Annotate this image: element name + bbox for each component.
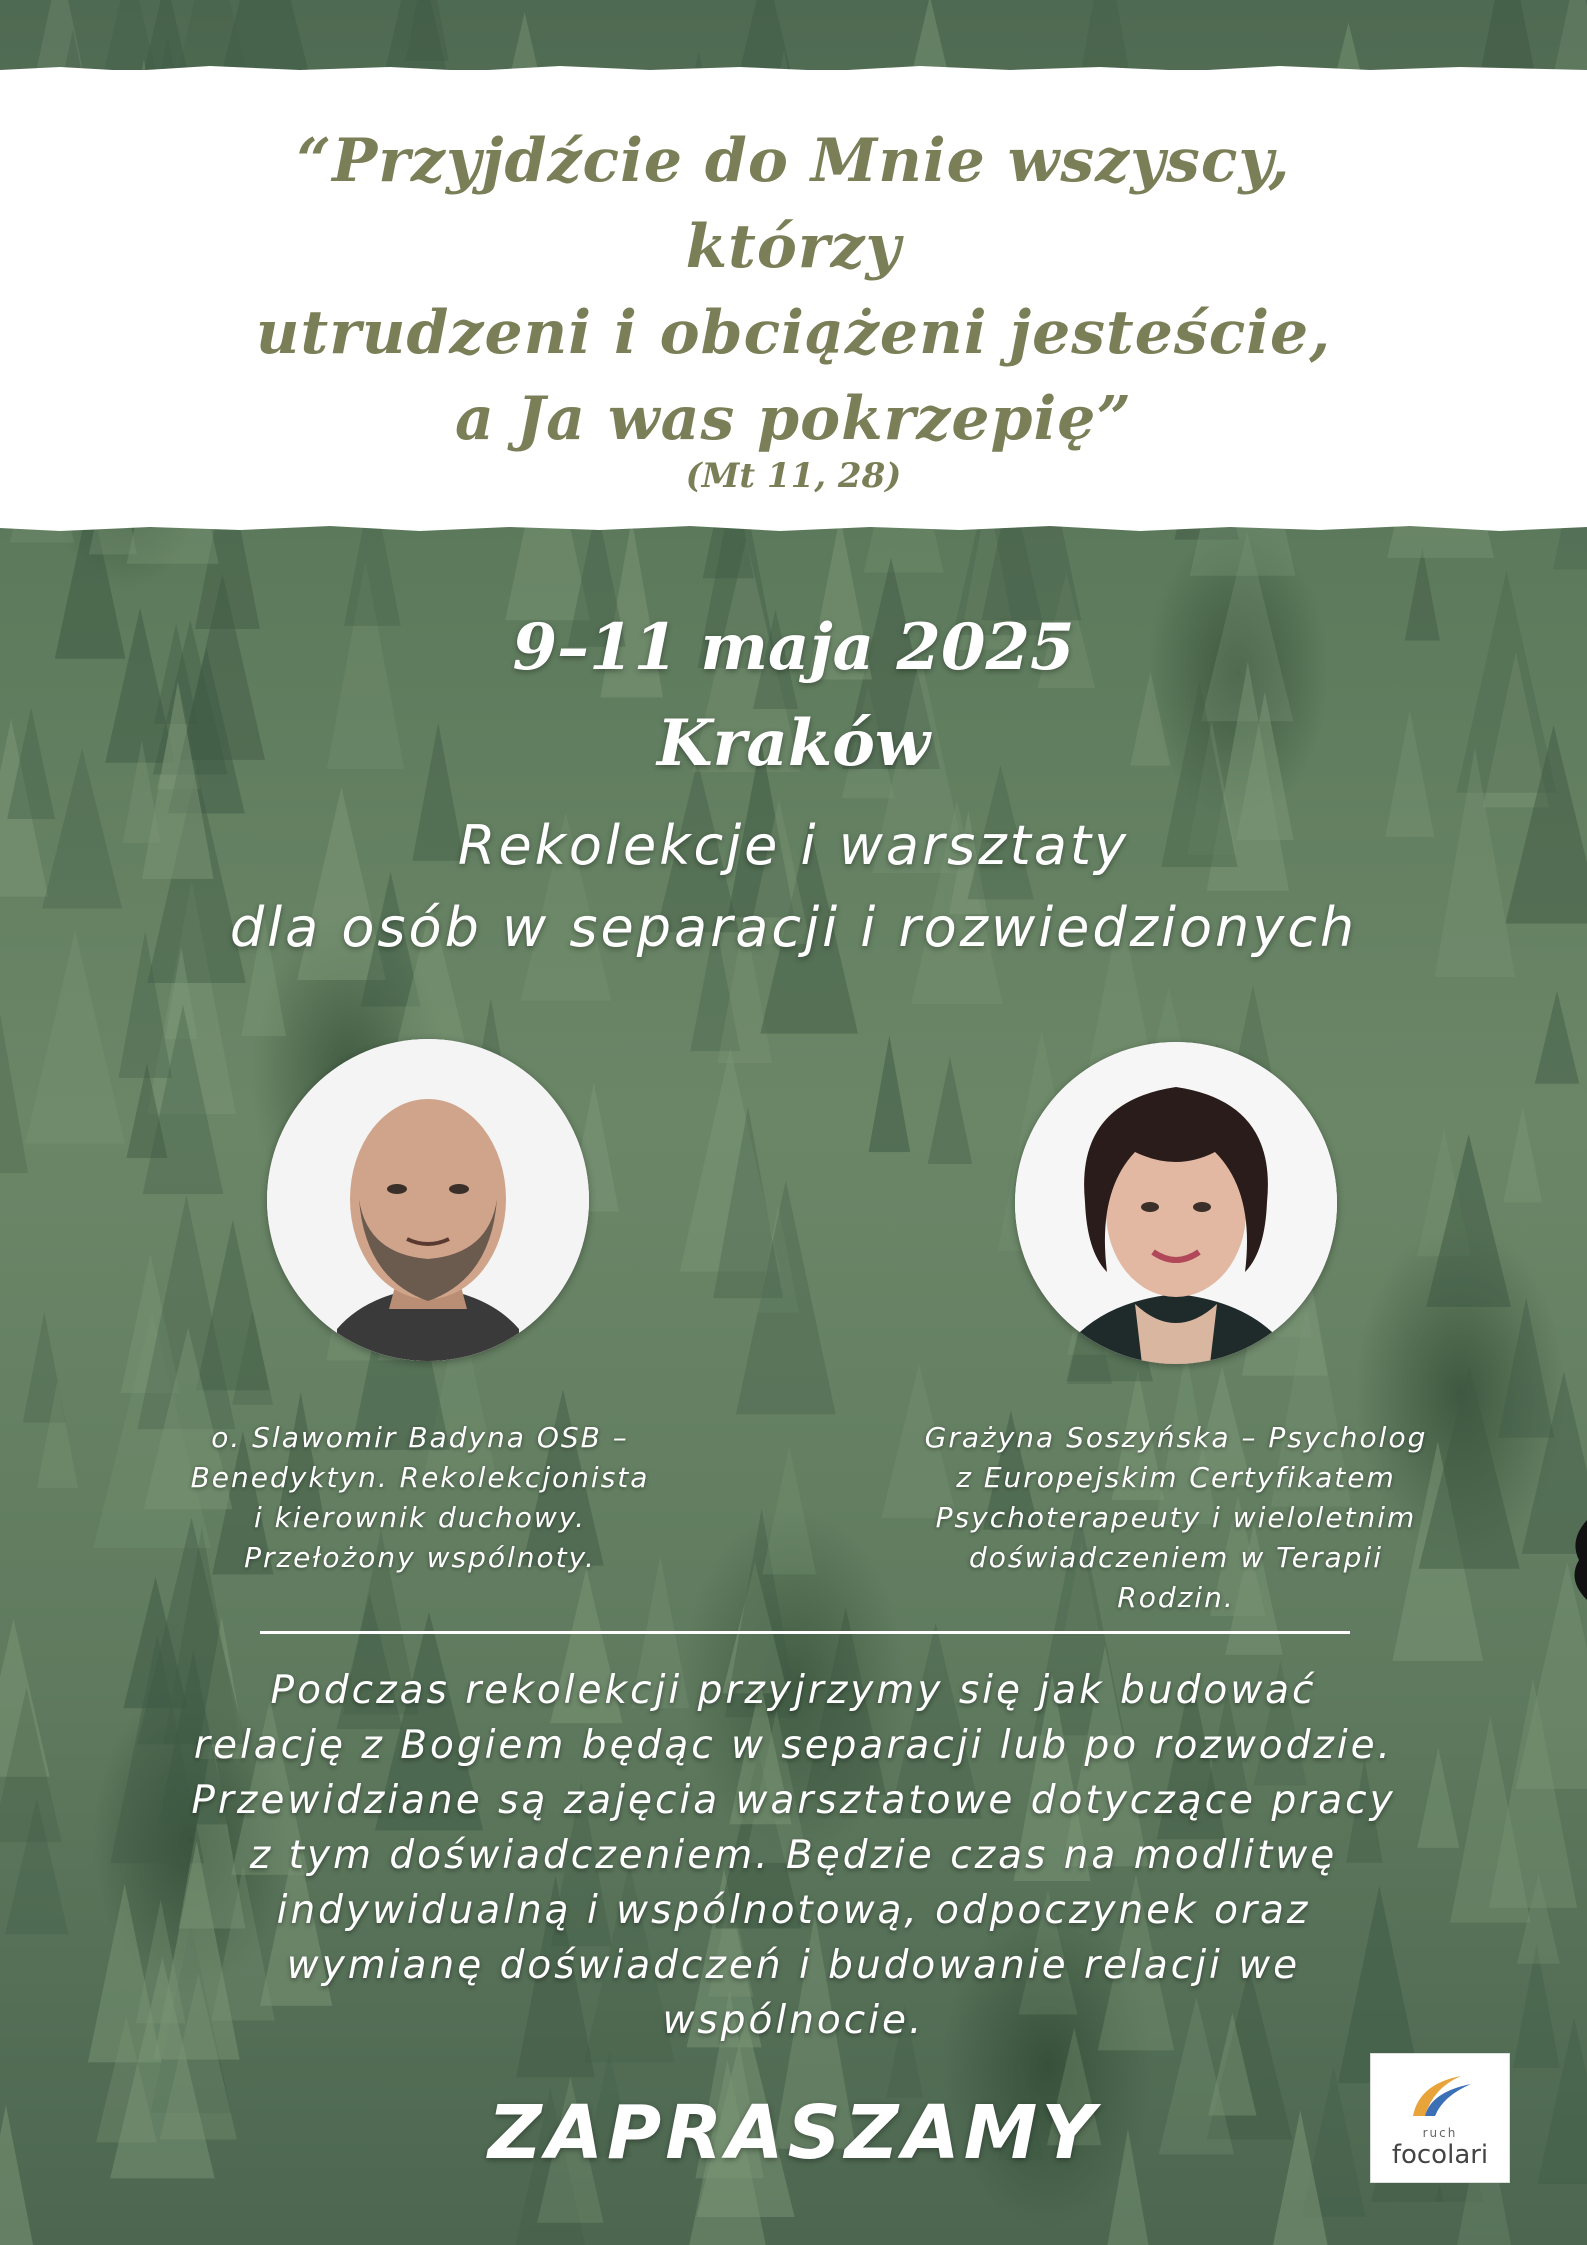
logo-name: focolari bbox=[1391, 2140, 1489, 2170]
tree-shape bbox=[1498, 1298, 1554, 1438]
tree-shape bbox=[869, 1036, 911, 1152]
bio-line: Grażyna Soszyńska – Psycholog bbox=[924, 1421, 1428, 1454]
speaker-1-bio bbox=[140, 1418, 700, 1578]
logo-small-text: ruch bbox=[1422, 2126, 1458, 2140]
description-line: wspólnocie. bbox=[662, 1998, 925, 2043]
tree-shape bbox=[928, 1057, 973, 1164]
bio-line: doświadczeniem w Terapii bbox=[968, 1541, 1384, 1574]
quote-line: którzy bbox=[685, 212, 902, 282]
subtitle-line: dla osób w separacji i rozwiedzionych bbox=[229, 896, 1358, 959]
focolari-logo bbox=[1370, 2053, 1510, 2183]
tree-shape bbox=[762, 1446, 816, 1575]
bio-line: o. Slawomir Badyna OSB – bbox=[211, 1421, 629, 1454]
quote-reference: (Mt 11, 28) bbox=[685, 456, 902, 496]
quote-line: a Ja was pokrzepię” bbox=[455, 384, 1132, 454]
bio-line: Psychoterapeuty i wieloletnim bbox=[935, 1501, 1417, 1534]
description-line: Podczas rekolekcji przyjrzymy się jak budować bbox=[270, 1668, 1317, 1713]
description-line: z tym doświadczeniem. Będzie czas na modlitwę bbox=[249, 1833, 1338, 1878]
subtitle-line: Rekolekcje i warsztaty bbox=[457, 814, 1130, 877]
bio-line: Przełożony wspólnoty. bbox=[244, 1541, 596, 1574]
edge-decoration bbox=[1565, 1520, 1587, 1600]
bio-line: z Europejskim Certyfikatem bbox=[956, 1461, 1396, 1494]
event-description bbox=[0, 1663, 1587, 2048]
description-line: wymianę doświadczeń i budowanie relacji we bbox=[286, 1943, 1301, 1988]
speaker-2-photo bbox=[1015, 1042, 1337, 1364]
section-divider bbox=[260, 1631, 1350, 1634]
quote-line: utrudzeni i obciążeni jesteście, bbox=[255, 298, 1332, 368]
event-subtitle bbox=[0, 805, 1587, 969]
tree-shape bbox=[1503, 1107, 1542, 1202]
event-date: 9–11 maja 2025 bbox=[512, 610, 1075, 685]
invitation-heading: ZAPRASZAMY bbox=[488, 2090, 1099, 2176]
bio-line: Rodzin. bbox=[1117, 1581, 1235, 1614]
bio-line: i kierownik duchowy. bbox=[253, 1501, 587, 1534]
focolari-swoosh-icon bbox=[1371, 2054, 1509, 2124]
tree-shape bbox=[0, 1014, 28, 1173]
description-line: relację z Bogiem będąc w separacji lub po rozwodzie. bbox=[193, 1723, 1394, 1768]
event-city: Kraków bbox=[657, 706, 930, 781]
quote-line: “Przyjdźcie do Mnie wszyscy, bbox=[296, 126, 1291, 196]
torn-edge-top bbox=[0, 62, 1587, 72]
bible-quote bbox=[0, 118, 1587, 462]
tree-shape bbox=[1535, 991, 1579, 1084]
description-line: indywidualną i wspólnotową, odpoczynek oraz bbox=[276, 1888, 1311, 1933]
description-line: Przewidziane są zajęcia warsztatowe dotyczące pracy bbox=[191, 1778, 1396, 1823]
torn-edge-bottom bbox=[0, 523, 1587, 533]
bio-line: Benedyktyn. Rekolekcjonista bbox=[190, 1461, 650, 1494]
speaker-1-photo bbox=[267, 1039, 589, 1361]
speaker-2-bio bbox=[896, 1418, 1456, 1618]
event-date-location bbox=[0, 600, 1587, 792]
